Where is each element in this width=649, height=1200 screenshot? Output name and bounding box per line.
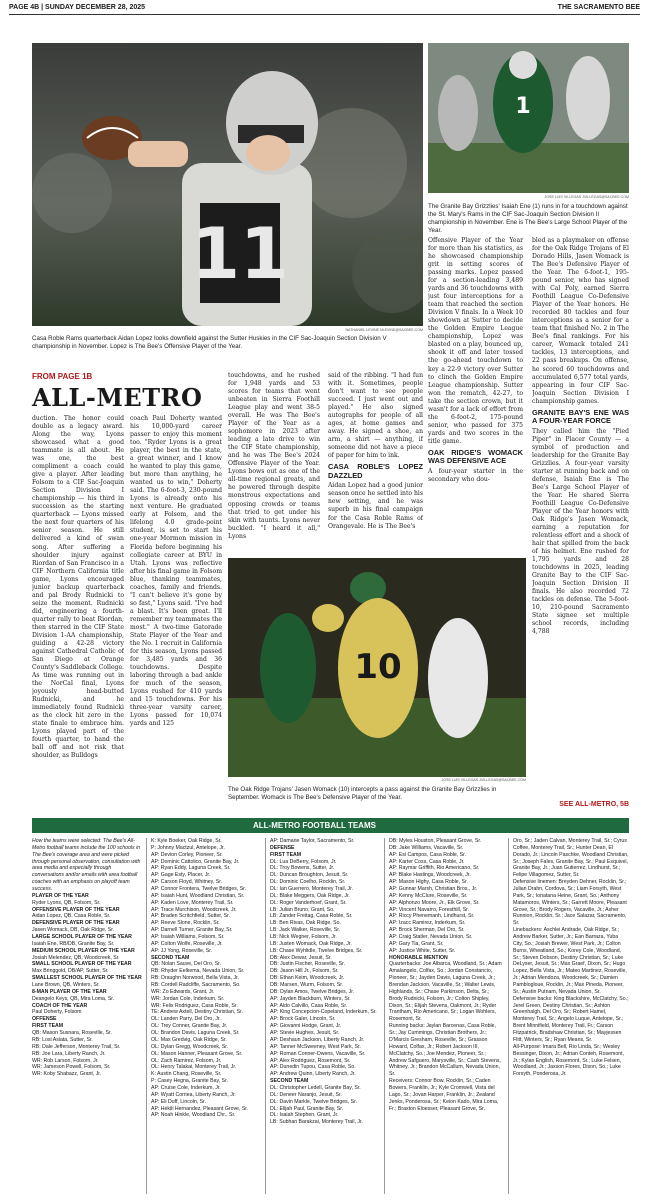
team-entry: DB: Myles Houston, Pleasant Grove, Sr. <box>389 838 482 844</box>
team-entry: AP: Mason Highy, Casa Roble, Sr. <box>389 879 468 886</box>
team-entry: AP: Wyatt Corriea, Liberty Ranch, Jr. <box>151 1091 236 1098</box>
team-entry: WR: Jameson Powell, Folsom, Sr. <box>32 1064 111 1071</box>
team-entry: Aidan Lopez, QB, Casa Roble, Sr. <box>32 913 111 920</box>
team-entry: Quarterbacks: Joe Albarca, Woodland, Sr.; Adam Amalangelo, Colfax, So.; Jordan Constancio, Pioneer, Sr.; Jayden Davis, Laguna Creek, Jr.; Brendan Jackson, Vacaville, Sr.; Walter Lewis, Highlands, Sr.; Chase Parkinson, Delta, Sr.; Brody Rudnicki, Folsom, Jr.; Colton Shipley, Dixon, Sr.; Elijah Stevens, Oakmont, Jr.; Ryder Trantham, Rio Americano, Sr.; Logan Wohlers, Rosemont, Sr. <box>389 961 502 1023</box>
team-entry: AP: Karter Coss, Casa Roble, Jr. <box>389 858 465 865</box>
team-entry: AP: Colton Wolfe, Roseville, Jr. <box>151 940 223 947</box>
teams-banner <box>32 818 629 833</box>
column-divider <box>146 838 147 1194</box>
team-entry: Lane Brown, QB, Winters, Sr. <box>32 982 100 989</box>
story-column-4 <box>328 372 423 554</box>
team-entry: RB: Joe Lara, Liberty Ranch, Jr. <box>32 1050 106 1057</box>
story-text: said of the ribbing. "I had fun with it. Sometimes, people don't want to see people succeed. I just went out and played." He also signed autographs for people of all ages, at home games and away. He signed a shoe, an arm, a shirt — anything, if someone did not have a piece of paper for him to ink. <box>328 372 423 460</box>
team-entry: AP: Dunedin Tupou, Casa Roble, So. <box>270 1064 356 1071</box>
story-text: touchdowns, and he rushed for 1,948 yards and 53 scores for teams that went unbeaten in Sierra Foothill League play and went 38-5 overall. He was The Bee's Player of the Year as a sophomore in 2023 after leading a late drive to win the CIF State championship, and he was The Bee's 2024 Offensive Player of the Year. Lyons bows out as one of the all-time regional greats, and he powered through despite monstrous expectations and opposing crowds or teams that tried to get under his skin with taunts. Lyons never buckled. "I heard it all," Lyons <box>228 372 320 540</box>
team-entry: DL: Davin Markle, Twelve Bridges, Sr. <box>270 1098 357 1105</box>
page-folio: PAGE 4B | SUNDAY DECEMBER 28, 2025 <box>9 4 146 11</box>
team-entry: OL: Henry Talakai, Monterey Trail, Jr. <box>151 1064 237 1071</box>
column-divider <box>384 838 385 1194</box>
teams-column-1 <box>32 838 142 1194</box>
team-entry: K: Austin Chang, Roseville, Sr. <box>151 1071 222 1078</box>
team-entry: AP: Darnell Turner, Granite Bay, Sr. <box>151 927 233 934</box>
team-entry: WR: Felix Rodriguez, Casa Roble, Sr. <box>151 1002 238 1009</box>
team-entry: Defensive linemen: Breyden Dehner, Rocklin, Sr.; Julian Drahn, Cordova, Sr.; Liam Forsyth, West Park, Sr.; Ionatana Heine, Grant, So.; Anthony Matamoros, Winters, Sr.; Garrett Moore, Pleasant Grove, Sr.; Brody Rogers, Vacaville, Jr.; Asher Runnion, Rocklin, Sr.; Jace Salazar, Sacramento, Sr. <box>513 879 627 927</box>
team-entry: AP: Reeve Slone, Rocklin, Sr. <box>151 920 220 927</box>
team-entry: AP: Gary Tia, Grant, Sr. <box>389 940 444 947</box>
svg-text:1: 1 <box>515 94 531 119</box>
team-entry: Ryder Lyons, QB, Folsom, Sr. <box>32 899 101 906</box>
team-entry: AP: Devion Corley, Pioneer, Sr. <box>151 851 223 858</box>
team-entry: Max Bringgold, DB/AP, Sutter, Sr. <box>32 968 109 975</box>
story-text: bled as a playmaker on offense for the Oak Ridge Trojans of El Dorado Hills, Jasen Womack is The Bee's Defensive Player of the Year. The 6-foot-1, 195-pound senior, who has signed with Cal Poly, earned Sierra Foothill League Co-Defensive Player of the Year honors. He recorded 80 tackles and four interceptions as a senior for a team that finished No. 2 in The Bee's final rankings. For his career, Womack totaled 241 tackles, 13 interceptions, and 22 pass breakups. On offense, he scored 60 touchdowns and accumulated 6,577 total yards, appearing in four CIF Sac-Joaquin Section Division I championship games. <box>532 237 629 405</box>
team-entry: AP: Andrew Quinn, Liberty Ranch, Jr. <box>270 1071 356 1078</box>
team-entry: QB: Nolan Sauve, Del Oro, Sr. <box>151 961 222 968</box>
team-entry: AP: Isaiah Williams, Folsom, Sr. <box>151 934 225 941</box>
team-entry: QB: Mason Susnara, Roseville, Sr. <box>32 1030 112 1037</box>
team-entry: AP: Tanner McSweeney, West Park, Sr. <box>270 1043 361 1050</box>
team-section-heading: SECOND TEAM <box>151 954 190 961</box>
team-entry: DB: Alex Dewar, Jesuit, Sr. <box>270 954 332 961</box>
team-entry: DL: Isaiah Stephen, Grant, Jr. <box>270 1112 339 1119</box>
team-entry: LB: Zander Freitag, Casa Roble, Sr. <box>270 913 353 920</box>
team-entry: AP: Jayden Blackburn, Winters, Sr. <box>270 995 351 1002</box>
team-entry: DB: Dylan Amos, Twelve Bridges, Jr. <box>270 988 355 995</box>
team-entry: AP: Alphonzo Moore, Jr., Elk Grove, Sr. <box>389 899 480 906</box>
story-column-2 <box>130 415 222 813</box>
team-entry: LB: Julian Bruno, Grant, So. <box>270 906 335 913</box>
team-entry: AP: Stevie Hughes, Jesuit, Sr. <box>270 1030 340 1037</box>
team-entry: AP: Brock Galer, Lincoln, Sr. <box>270 1016 336 1023</box>
subhead-womack: OAK RIDGE'S WOMACK WAS DEFENSIVE ACE <box>428 447 523 466</box>
team-entry: Paul Doherty, Folsom <box>32 1009 82 1016</box>
team-section-heading: OFFENSIVE PLAYER OF THE YEAR <box>32 906 120 913</box>
story-text: coach Paul Doherty wanted his 10,000-yard career passer to enjoy this moment too. "Ryder Lyons is a great player, the best in the state, a great winner, and I know he wanted to play this game, but more than anything, he wanted us to win," Doherty said. The 6-foot-3, 230-pound Lyons is already onto his next venture. He graduated early at Folsom, and the lifelong 4.0 grade-point student, is set to start his one-year Mormon mission in Florida before beginning his collegiate career at BYU in Utah. Lyons was reflective after his final game in Folsom blue, thanking teammates, coaches, family and friends. "I can't believe it's gone by so fast," Lyons said. "I've had a blast. It's been great. I'll remember my teammates the most." A two-time Gatorade State Player of the Year and the No. 1 recruit in California for this season, Lyons passed for 3,485 yards and 36 touchdowns. Despite laboring through a bad ankle for much of the season, Lyons rushed for 410 yards and 15 touchdowns. For his three-year varsity career, Lyons passed for 10,074 yards and 125 <box>130 415 222 728</box>
team-entry: LB: Nick Wegner, Folsom, Jr. <box>270 934 337 941</box>
team-entry: WR: Koby Shabazz, Grant, Jr. <box>32 1071 102 1078</box>
team-section-heading: 8-MAN PLAYER OF THE YEAR <box>32 988 107 995</box>
lower-photo-caption: The Oak Ridge Trojans' Jasen Womack (10) intercepts a pass against the Granite Bay Grizzlies in September. Womack is The Bee's Defensive Player of the Year. <box>228 786 497 801</box>
teams-column-5 <box>513 838 629 1194</box>
teams-column-2 <box>151 838 261 1194</box>
team-entry: OL: Dylan Gregg, Woodcreek, Sr. <box>151 1043 229 1050</box>
defender-photo-image <box>228 558 526 777</box>
team-entry: DL: Ian Guerrero, Monterey Trail, Jr. <box>270 886 354 893</box>
svg-text:11: 11 <box>191 213 289 295</box>
team-entry: OL: Landen Parry, Del Oro, Jr. <box>151 1016 221 1023</box>
team-entry: Linebackers: Aschlei Andrade, Oak Ridge, Sr.; Andrew Barker, Sutter, Jr.; Ean Barraza, Yuba City, So.; Josiah Brewer, West Park, Jr.; Colton Burns, Wheatland, So.; Korey Cole, Woodland, Sr.; Steven Dobson, Destiny Christian, Sr.; Luke DeLyser, Jesuit, Sr.; Max Graef, Dixon, Sr.; Hugo Lopez, Bella Vista, Jr.; Mateo Martinez, Roseville, Jr.; Adrian Mendoza, Woodcreek, Sr.; Damien Pamblogloue, Rocklin, Jr.; Max Pineda, Pioneer, Sr.; Austin Putnam, Nevada Union, Sr. <box>513 927 627 995</box>
story-column-1 <box>32 415 124 813</box>
team-entry: AP: Eli Duff, Lincoln, Sr. <box>151 1098 206 1105</box>
team-entry: AP: Gunnar Marsh, Christian Bros., Jr. <box>389 886 478 893</box>
team-entry: AP: Connor Frontera, Twelve Bridges, Sr. <box>151 886 247 893</box>
quarterback-photo-image <box>32 43 423 326</box>
team-entry: AP: Braden Scritchfield, Sutter, Sr. <box>151 913 231 920</box>
team-entry: AP: Kaden Love, Monterey Trail, Sr. <box>151 899 234 906</box>
team-entry: AP: Izacc Ramirez, Inderkum, Sr. <box>389 920 466 927</box>
team-entry: DL: Lua DeBerry, Folsom, Jr. <box>270 858 337 865</box>
column-divider <box>265 838 266 1194</box>
team-entry: AP: JJ Yong, Roseville, Sr. <box>151 947 213 954</box>
story-text: Offensive Player of the Year for more than his statistics, as he showcased championship grit in setting scores of passing marks. Lopez passed for a section-leading 3,489 yards and 36 touchdowns with just four interceptions for a team that reached the section Division V finals. In a Week 10 showdown at Sutter to decide the Golden Empire League championship, Lopez was blasted on a play, bounced up, shook it off and later tossed the go-ahead touchdown to key a 22-9 victory over Sutter to clinch the Golden Empire League championship. Sutter won the rematch, 42-27, to take the section crown, but it wasn't for a lack of effort from the 6-foot-2, 175-pound senior, who passed for 375 yards and two scores in the title game. <box>428 237 523 445</box>
team-entry: AP: Kenny McClure, Roseville, Sr. <box>389 892 468 899</box>
team-entry: WR: Zo Edwards, Grant, Jr. <box>151 988 215 995</box>
team-entry: DB: Marsen, Wurm, Folsom, Sr. <box>270 982 344 989</box>
team-entry: DL: Christopher Ledell, Granite Bay, Sr. <box>270 1084 361 1091</box>
team-entry: RB: Draughn Norwood, Bella Vista, Jr. <box>151 975 239 982</box>
team-entry: AP: Justice White, Sutter, Sr. <box>389 947 456 954</box>
team-entry: RB: Rhyder Eelkema, Nevada Union, Sr. <box>151 968 245 975</box>
team-entry: Jasen Womack, DB, Oak Ridge, Sr. <box>32 927 115 934</box>
story-text: duction. The honor could double as a legacy award. Along the way, Lyons showcased what a good teammate is all about. He was one, the best compliment a coach could give a player. After leading Folsom to a CIF Sac-Joaquin Section Division I championship — his third in succession as the starting quarterback — Lyons missed the next four quarters of his senior season. He still delivered a kind of swan song. After suffering a shoulder injury against Riordan of San Francisco in a CIF Northern California title game, Lyons encouraged junior backup quarterback and pal Brody Rudnicki to seize the moment. Rudnicki did, engineering a fourth-quarter rally to beat Riordan, then starred in the CIF State Division 1-AA championship, guiding a 42-28 victory against Cathedral Catholic of San Diego at Orange County's Saddleback College. As time was running out in the NorCal final, Lyons joyously head-butted Rudnicki, and he immediately found Rudnicki as the clock hit zero in the state finale to embrace him. Lyons played part of the fourth quarter, to hand the ball off and not risk that shoulder, as Bulldogs <box>32 415 124 760</box>
team-entry: AP: Gage Esty, Placer, Jr. <box>151 872 211 879</box>
teams-title: ALL-METRO FOOTBALL TEAMS <box>253 821 376 830</box>
team-entry: AP: Roman Conner-Owens, Vacaville, Sr. <box>270 1050 366 1057</box>
team-entry: AP: Dominic Cattolico, Granite Bay, Jr. <box>151 858 240 865</box>
team-entry: OL: Mason Hanner, Pleasant Grove, Sr. <box>151 1050 243 1057</box>
team-section-heading: MEDIUM SCHOOL PLAYER OF THE YEAR <box>32 947 135 954</box>
team-entry: Running backs: Jaylan Barcenas, Casa Roble, Sr.; Jay Cummings, Christian Brothers, Jr.; D'Marcis Gresham, Roseville, Sr.; Grasson Howard, Colfax, Jr.; Robert Jackson III, McClatchy, So.; Joe Mendez, Pioneer, Sr.; Andrew Safguero, Marysville, Sr.; Cash Stevens, Whitney, Jr.; Brandon McCallum, Nevada Union, Sr. <box>389 1023 501 1078</box>
team-section-heading: OFFENSE <box>32 1016 57 1023</box>
team-entry: DL: Duncan Broughton, Jesuit, Sr. <box>270 872 349 879</box>
team-entry: P: Johnny Mactzul, Antelope, Jr. <box>151 844 225 851</box>
team-entry: AP: King Concepcion-Copeland, Inderkum, Sr. <box>270 1009 377 1016</box>
team-section-heading: DEFENSIVE PLAYER OF THE YEAR <box>32 920 120 927</box>
side-photo-caption: The Granite Bay Grizzlies' Isaiah Ene (1) runs in for a touchdown against the St. Mary's Rams in the CIF Sac-Joaquin Section Division II championship in November. Ene is The Bee's Large School Player of the Year. <box>428 203 628 234</box>
team-entry: Deangelo Keys, QB, Mira Loma, Sr. <box>32 995 115 1002</box>
team-entry: AP: Carson Floyd, Whitney, Sr. <box>151 879 223 886</box>
team-section-heading: LARGE SCHOOL PLAYER OF THE YEAR <box>32 934 132 941</box>
team-entry: DL: Blake Meggers, Oak Ridge, Jr. <box>270 892 350 899</box>
team-entry: All-Purpose: Imara Bell, Rio Linda, Sr.; Wesley Bessinger, Dixon, Jr.; Adrian Conteh, Rosemont, Jr.; Kylan English, Rosemont, Sr.; Luke Felsen, Woodland, Jr.; Jaxson Flores, Dixon, So.; Luke Forsyth, Ponderosa, Jr. <box>513 1043 625 1078</box>
team-entry: AP: Esi Campos, Casa Roble, Sr. <box>389 851 466 858</box>
team-entry: LB: Chase Wyhlidle, Twelve Bridges, Sr. <box>270 947 363 954</box>
quarterback-photo <box>32 43 423 326</box>
team-section-heading: PLAYER OF THE YEAR <box>32 892 89 899</box>
team-entry: AP: Vincent Navarro, Foresthill, Sr. <box>389 906 470 913</box>
team-entry: AP: Deshaun Jackson, Liberty Ranch, Jr. <box>270 1036 365 1043</box>
team-section-heading: COACH OF THE YEAR <box>32 1002 88 1009</box>
team-entry: AP: Craig Statler, Nevada Union, Sr. <box>389 934 473 941</box>
team-entry: P: Casey Hegna, Granite Bay, Sr. <box>151 1078 228 1085</box>
team-section-heading: SECOND TEAM <box>270 1078 309 1085</box>
subhead-ene: GRANITE BAY'S ENE WAS A FOUR-YEAR FORCE <box>532 407 629 426</box>
story-kicker: FROM PAGE 1B <box>32 372 93 381</box>
team-entry: RB: Losi Asiata, Sutter, Sr. <box>32 1036 93 1043</box>
story-column-3 <box>228 372 320 554</box>
team-entry: DL: Roger Vanderhoef, Grant, Sr. <box>270 899 347 906</box>
team-section-heading: HONORABLE MENTION <box>389 954 448 961</box>
team-entry: Josiah Melendez, QB, Woodcreek, Sr. <box>32 954 120 961</box>
column-divider <box>508 838 509 1194</box>
team-entry: OL: Trey Conner, Granite Bay, Jr. <box>151 1023 228 1030</box>
team-entry: DB: Justin Fischer, Roseville, Sr. <box>270 961 345 968</box>
team-entry: AP: Aldo Calvillo, Casa Roble, Sr. <box>270 1002 348 1009</box>
folio-rule <box>9 14 640 15</box>
team-entry: OL: Max Gredvig, Oak Ridge, Sr. <box>151 1036 227 1043</box>
team-entry: AP: Blake Hastings, Woodcreek, Jr. <box>389 872 471 879</box>
running-back-photo <box>428 43 629 193</box>
jump-line[interactable]: SEE ALL-METRO, 5B <box>559 801 629 808</box>
team-entry: AP: Cruise Cole, Inderkum, Jr. <box>151 1084 221 1091</box>
team-entry: TE: Andrew Axtell, Destiny Christian, Sr. <box>151 1009 243 1016</box>
team-entry: Defensive backs: King Blackshire, McClatchy, So.; Jerel Green, Destiny Christian, Sr.; Ashton Greenhalgh, Del Oro, Sr.; Robert Hamel, Monterey Trail, Sr.; Angelo Luque, Antelope, Sr.; Brent Minnifield, Monterey Trail, Fr.; Carson Fitzpatrick, Bradshaw Christian, Sr.; Mayjessen Flitt, Winters, Sr.; Ryan Means, Sr. <box>513 995 629 1043</box>
team-entry: AP: Ryan Eddy, Laguna Creek, Sr. <box>151 865 231 872</box>
story-column-6 <box>532 237 629 800</box>
team-entry: LB: Ben Rivas, Oak Ridge, So. <box>270 920 341 927</box>
story-text: They called him the "Pied Piper" in Placer County — a symbol of production and leadership for the Granite Bay Grizzlies. A four-year varsity starter at running back and on defense, Isaiah Ene is The Bee's Large School Player of the Year. He shared Sierra Foothill League Co-Defensive Player of the Year honors with Oak Ridge's Jasen Womack, earning a reputation for relentless effort and a shock of hair that spilled from the back of his helmet. Ene rushed for 1,795 yards and 28 touchdowns in 2025, leading Granite Bay to the CIF Sac-Joaquin Section Division II finals. He also recorded 72 tackles on defense. The 5-foot-10, 210-pound Sacramento State signee set multiple school records, including 4,788 <box>532 427 629 636</box>
team-entry: WR: Rob Larson, Folsom, Jr. <box>32 1057 99 1064</box>
side-photo-credit: JOSE LUIS VILLEGAS JVILLEGAS@SACBEE.COM <box>544 195 629 199</box>
team-entry: Isaiah Ene, RB/DB, Granite Bay, Sr. <box>32 940 115 947</box>
team-entry: AP: Trace Murchison, Woodcreek, Jr. <box>151 906 237 913</box>
newspaper-name: THE SACRAMENTO BEE <box>557 4 640 11</box>
team-entry: AP: Hekili Hernandez, Pleasant Grove, Sr. <box>151 1105 249 1112</box>
team-entry: AP: Isaiah Hunt, Woodland Christian, Sr. <box>151 892 245 899</box>
lower-photo-credit: JOSE LUIS VILLEGAS JVILLEGAS@SACBEE.COM <box>441 778 526 782</box>
team-section-heading: SMALLEST SCHOOL PLAYER OF THE YEAR <box>32 975 142 982</box>
team-entry: AP: Raymar Griffith, Rio Americano, Sr. <box>389 865 480 872</box>
team-section-heading: FIRST TEAM <box>270 851 302 858</box>
team-section-heading: FIRST TEAM <box>32 1023 64 1030</box>
teams-column-3 <box>270 838 380 1194</box>
team-entry: DB: Ethan Keim, Woodcreek, Jr. <box>270 975 345 982</box>
team-entry: Oro, Sr.; Jaden Calvan, Monterey Trail, Sr.; Cyrus Coffee, Monterey Trail, Sr.; Hunter Dean, El Dorado, Jr.; Lincoln Paschke, Woodland Christian, Sr.; Joseph Fales, Granite Bay, Sr.; Paul Esquivel, Granite Bay, Jr.; Juan Gutierrez, Lindhurst, Sr.; Felipe Villagomez, Sutter, Sr. <box>513 838 629 879</box>
team-entry: OL: Brandon Davis, Laguna Creek, Sr. <box>151 1030 240 1037</box>
team-entry: DB: Jake Williams, Vacaville, Sr. <box>389 844 464 851</box>
team-entry: LB: Subhan Barakzai, Monterey Trail, Jr. <box>270 1119 363 1126</box>
team-entry: AP: Alex Rodriguez, Rosemont, Sr. <box>270 1057 351 1064</box>
story-text: A four-year starter in the secondary who dou- <box>428 467 523 483</box>
team-entry: DL: Troy Bowens, Sutter, Jr. <box>270 865 335 872</box>
story-text: Aidan Lopez had a good junior season once he settled into his new setting, and he was superb in his final campaign for the Casa Roble Rams of Orangevale. He is The Bee's <box>328 482 423 530</box>
team-entry: AP: Brock Sherman, Del Oro, Sr. <box>389 927 465 934</box>
team-entry: Receivers: Connor Bow, Rocklin, Sr.; Caden Bowers, Franklin, Jr.; Kyle Cromwell, Vista del Lago, Sr.; Jovan Harper, Franklin, Jr.; Zealand Jenks, Ponderosa, Sr.; Keion Kado, Mira Loma, Fr.; Braxton Eloesser, Pleasant Grove, Sr. <box>389 1078 499 1112</box>
team-entry: AP: Noah Hinkle, Woodland Chr., Sr. <box>151 1112 236 1119</box>
team-entry: LB: Jack Walker, Roseville, Sr. <box>270 927 341 934</box>
team-section-heading: DEFENSE <box>270 844 295 851</box>
main-photo-credit: NATHANIEL LEVINE NLEVINE@SACBEE.COM <box>345 328 423 332</box>
team-entry: DB: Jason Hill Jr., Folsom, Sr. <box>270 968 339 975</box>
team-entry: RB: Cordell Radcliffe, Sacramento, So. <box>151 982 241 989</box>
team-entry: WR: Jordan Cole, Inderkum, Sr. <box>151 995 225 1002</box>
team-entry: DL: Elijah Paul, Granite Bay, Sr. <box>270 1105 344 1112</box>
team-section-heading: SMALL SCHOOL PLAYER OF THE YEAR <box>32 961 132 968</box>
teams-column-4 <box>389 838 504 1194</box>
story-headline: ALL-METRO <box>32 383 203 412</box>
running-back-photo-image <box>428 43 629 193</box>
team-entry: DL: Dominic Coelho, Rocklin, Sr. <box>270 879 346 886</box>
svg-text:10: 10 <box>354 647 402 687</box>
team-entry: OL: Zach Ramirez, Folsom, Jr. <box>151 1057 222 1064</box>
subhead-lopez: CASA ROBLE'S LOPEZ DAZZLED <box>328 462 423 480</box>
team-entry: AP: Damarie Taylor, Sacramento, Sr. <box>270 838 355 844</box>
team-entry: AP: Riccy Phenemanh, Lindhurst, Sr. <box>389 913 475 920</box>
team-entry: K: Kyle Boeker, Oak Ridge, Sr. <box>151 838 222 844</box>
team-entry: LB: Justen Womack, Oak Ridge, Jr. <box>270 940 352 947</box>
main-photo-caption: Casa Roble Rams quarterback Aidan Lopez looks downfield against the Sutter Huskies in the CIF Sac-Joaquin Section Division V championship in November. Lopez is The Bee's Offensive Player of the Year. <box>32 335 387 350</box>
team-entry: AP: Giovanni Hodge, Grant, Jr. <box>270 1023 342 1030</box>
team-entry: How the teams were selected: The Bee's All-Metro football teams include the 100 schools in The Bee's coverage area and were picked through personal observation, consultation with area media and especially through conversations and/or emails with area football coaches with an emphasis on playoff team success. <box>32 838 141 893</box>
story-column-5 <box>428 237 523 554</box>
team-entry: RB: Dale Jefferson, Monterey Trail, Sr. <box>32 1043 121 1050</box>
defender-photo <box>228 558 526 777</box>
team-entry: DL: Deneer Naranjo, Jesuit, Sr. <box>270 1091 342 1098</box>
